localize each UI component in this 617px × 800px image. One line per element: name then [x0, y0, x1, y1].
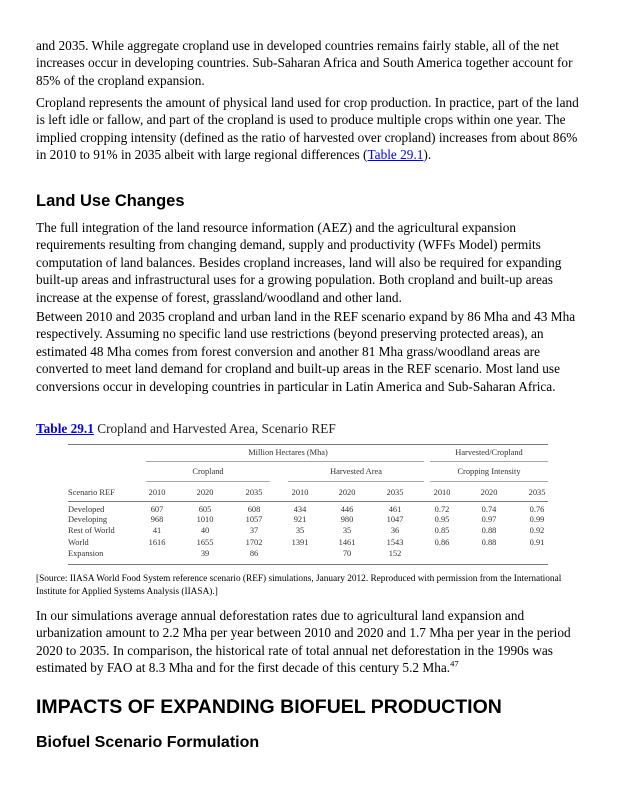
- table-cell: 446: [340, 505, 354, 514]
- row-label: Rest of World: [68, 526, 115, 535]
- table-cell: 434: [293, 505, 307, 514]
- table-cell: 1010: [196, 515, 214, 524]
- table-cell: 461: [388, 505, 402, 514]
- table-cell: 35: [295, 526, 305, 535]
- table-cell: 607: [150, 505, 164, 514]
- table-cell: 0.74: [481, 505, 497, 514]
- table-cell: 1047: [386, 515, 404, 524]
- table-cell: 1702: [245, 538, 263, 547]
- table-cell: 70: [342, 549, 352, 558]
- table-cell: 608: [247, 505, 261, 514]
- table-cell: 605: [198, 505, 212, 514]
- paragraph-end: ).: [423, 147, 432, 163]
- table-cell: 39: [200, 549, 210, 558]
- table-cell: 1543: [386, 538, 404, 547]
- heading-land-use-changes: Land Use Changes: [36, 192, 185, 210]
- row-label: Developed: [68, 505, 105, 514]
- table-cell: 0.88: [481, 538, 497, 547]
- mha-group-rule: [146, 461, 424, 462]
- paragraph-cropland-expansion: and 2035. While aggregate cropland use in developed countries remains fairly stable, all of the net increases occur in developing countries. Sub-Saharan Africa and South America together account for 85% of the cropland expansion.: [36, 38, 573, 88]
- paragraph-land-balances: The full integration of the land resource information (AEZ) and the agricultural expansion requirements resulting from changing demand, supply and productivity (WFFs Model) permits computation of land balances. Besides cropland increases, land will also be required for expanding built-up areas and infrastructural uses for a growing population. Both cropland and built-up areas increase at the expense of forest, grassland/woodland and other land.: [36, 220, 562, 305]
- heading-biofuel-scenario: Biofuel Scenario Formulation: [36, 734, 260, 751]
- year-header: 2035: [245, 488, 263, 497]
- year-header: 2035: [386, 488, 404, 497]
- row-label: World: [68, 538, 89, 547]
- paragraph-text: Cropland represents the amount of physical land used for crop production. In practice, part of the land is left idle or fallow, and part of the cropland is used to produce multiple crops within one year. The implied cropping intensity (defined as the ratio of harvested over cropland) increases from about 86% in 2010 to 91% in 2035 albeit with large regional differences (: [36, 95, 579, 163]
- table-cell: 968: [150, 515, 164, 524]
- group-header-mha: Million Hectares (Mha): [248, 448, 328, 457]
- table-cell: 1461: [338, 538, 356, 547]
- table-cell: 37: [249, 526, 259, 535]
- table-source-note: [Source: IIASA World Food System reference scenario (REF) simulations, January 2012. Reproduced with permission from the International Institute for Applied Systems Analysis (IIASA).]: [36, 574, 562, 597]
- year-header: 2020: [196, 488, 214, 497]
- paragraph-cropping-intensity: [36, 94, 584, 164]
- scenario-label: Scenario REF: [68, 488, 115, 497]
- paragraph-deforestation: [36, 607, 584, 677]
- table-cell: 0.88: [481, 526, 497, 535]
- group-header-ratio: Harvested/Cropland: [455, 448, 523, 457]
- header-bottom-rule: [68, 501, 548, 502]
- year-header: 2010: [148, 488, 166, 497]
- table-cell: 0.95: [434, 515, 450, 524]
- table-cell: 0.86: [434, 538, 450, 547]
- year-header: 2020: [338, 488, 356, 497]
- row-label: Developing: [68, 515, 108, 524]
- subheader-harvested: Harvested Area: [330, 467, 382, 476]
- table-caption-text: Cropland and Harvested Area, Scenario REF: [93, 421, 336, 436]
- table-cell: 1616: [148, 538, 166, 547]
- table-top-rule: [68, 444, 548, 445]
- paragraph-text: In our simulations average annual deforestation rates due to agricultural land expansion and urbanization amount to 2.2 Mha per year between 2010 and 2020 and 1.7 Mha per year in the period 2020 to 2035. In comparison, the historical rate of total annual net deforestation in the 1990s was estimated by FAO at 8.3 Mha and for the first decade of this century 5.2 Mha.: [36, 608, 571, 676]
- table-cell: 921: [293, 515, 307, 524]
- paragraph-ref-scenario: Between 2010 and 2035 cropland and urban land in the REF scenario expand by 86 Mha and 43 Mha respectively. Assuming no specific land use restrictions (beyond preserving protected areas), an estimated 48 Mha comes from forest conversion and another 81 Mha grass/woodland areas are converted to meet land demand for cropland and built-up areas in the REF scenario. Most land use conversions occur in developing countries in particular in Latin America and Sub-Saharan Africa.: [36, 309, 576, 394]
- table-cell: 40: [200, 526, 210, 535]
- year-header: 2035: [528, 488, 546, 497]
- year-header: 2010: [433, 488, 451, 497]
- table-29-1-caption-link[interactable]: Table 29.1: [36, 421, 94, 436]
- year-header: 2020: [480, 488, 498, 497]
- table-cell: 0.92: [529, 526, 545, 535]
- table-cell: 152: [388, 549, 402, 558]
- table-cell: 1391: [291, 538, 309, 547]
- row-label: Expansion: [68, 549, 104, 558]
- table-bottom-rule: [68, 564, 548, 565]
- table-cell: 0.76: [529, 505, 545, 514]
- table-cell: 35: [342, 526, 352, 535]
- table-cell: 0.85: [434, 526, 450, 535]
- table-cell: 0.99: [529, 515, 545, 524]
- table-cell: 36: [390, 526, 400, 535]
- table-cell: 980: [340, 515, 354, 524]
- harvested-rule: [288, 481, 424, 482]
- ratio-group-rule: [430, 461, 548, 462]
- table-cell: 41: [152, 526, 162, 535]
- subheader-cropland: Cropland: [192, 467, 224, 476]
- table-cell: 86: [249, 549, 259, 558]
- table-29-1-link[interactable]: Table 29.1: [367, 147, 424, 163]
- subheader-intensity: Cropping Intensity: [457, 467, 521, 476]
- cropland-harvested-table: [68, 444, 548, 564]
- intensity-rule: [430, 481, 548, 482]
- table-cell: 0.72: [434, 505, 450, 514]
- heading-impacts: IMPACTS OF EXPANDING BIOFUEL PRODUCTION: [36, 696, 502, 718]
- table-cell: 0.91: [529, 538, 545, 547]
- table-cell: 1655: [196, 538, 214, 547]
- footnote-ref-47[interactable]: 47: [450, 658, 459, 669]
- table-cell: 1057: [245, 515, 263, 524]
- table-cell: 0.97: [481, 515, 497, 524]
- year-header: 2010: [291, 488, 309, 497]
- cropland-rule: [146, 481, 270, 482]
- table-caption: [36, 421, 336, 437]
